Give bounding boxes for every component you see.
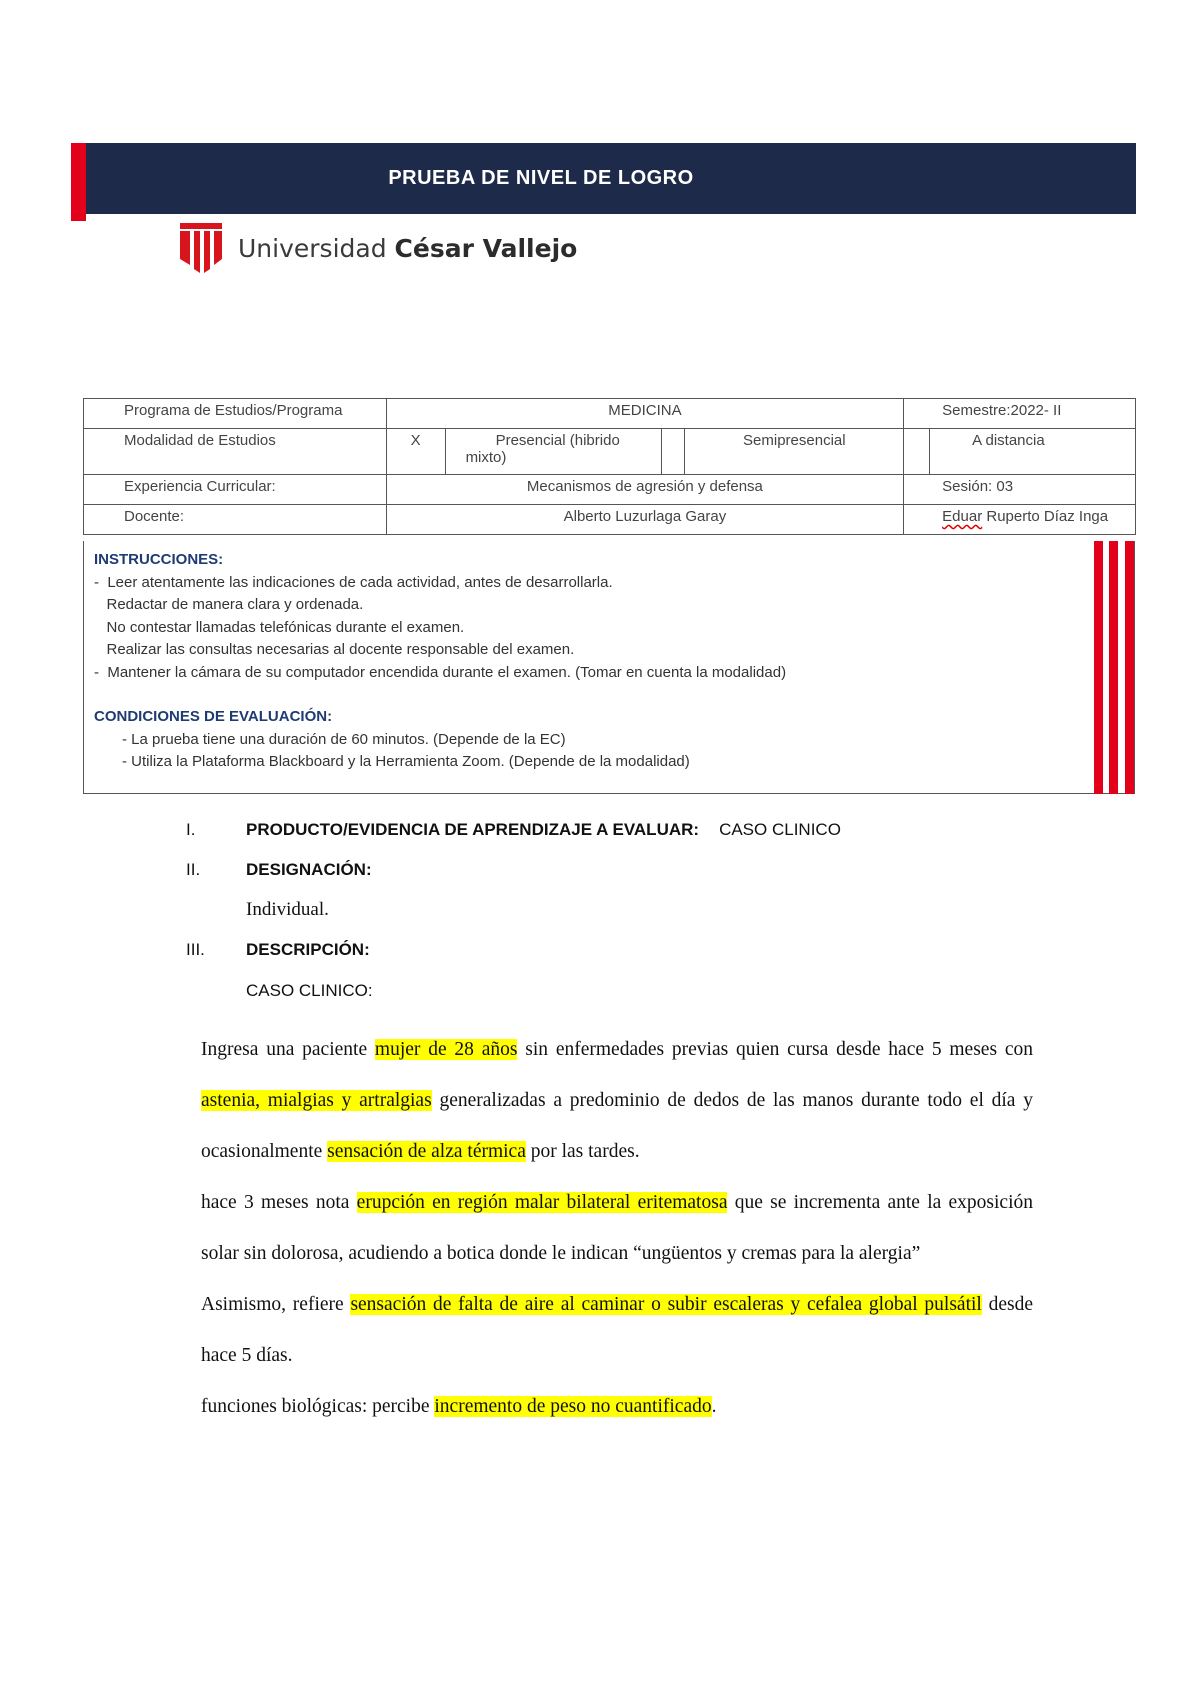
ucv-shield-logo-icon (178, 219, 224, 277)
section-3 (186, 940, 370, 960)
condition-line-1: - La prueba tiene una duración de 60 minutos. (Depende de la EC) (122, 730, 566, 748)
header-accent-bar (71, 143, 86, 221)
section-3-title: DESCRIPCIÓN: (246, 940, 370, 959)
case-p3-highlight-1: sensación de falta de aire al caminar o subir escaleras y cefalea global pulsátil (350, 1294, 982, 1315)
programa-label: Programa de Estudios/Programa (84, 399, 387, 429)
case-p2-text-2: que se incrementa ante la exposición solar sin dolorosa, acudiendo a botica donde le indican “ungüentos y cremas para la alergia” (201, 1192, 1033, 1264)
section-3-number: III. (186, 940, 205, 959)
case-paragraph-2 (201, 1177, 1033, 1279)
case-p1-highlight-3: sensación de alza térmica (327, 1141, 526, 1162)
case-p1-highlight-2: astenia, mialgias y artralgias (201, 1090, 432, 1111)
case-p1-text-2: sin enfermedades previas quien cursa desde hace 5 meses con (517, 1039, 1033, 1060)
university-name (238, 234, 577, 263)
document-title: PRUEBA DE NIVEL DE LOGRO (388, 167, 694, 189)
section-3-subtitle: CASO CLINICO: (246, 981, 373, 1000)
experiencia-label: Experiencia Curricular: (84, 475, 387, 505)
semestre-value (904, 399, 1136, 429)
instruction-line-1: - Leer atentamente las indicaciones de cada actividad, antes de desarrollarla. (94, 573, 613, 591)
experiencia-value: Mecanismos de agresión y defensa (386, 475, 904, 505)
case-paragraph-3 (201, 1279, 1033, 1381)
instruction-line-3: No contestar llamadas telefónicas durante el examen. (94, 618, 465, 636)
modalidad-distancia-text: A distancia (972, 432, 1045, 449)
red-stripe-2 (1109, 541, 1118, 794)
instructions-spacer (94, 684, 1124, 706)
instructions-box (83, 541, 1135, 794)
case-p3-text-1: Asimismo, refiere (201, 1294, 351, 1315)
modalidad-presencial-text: Presencial (hibrido mixto) (465, 432, 620, 466)
course-info-table (83, 398, 1136, 535)
section-1-title: PRODUCTO/EVIDENCIA DE APRENDIZAJE A EVALUAR: (246, 820, 700, 839)
modalidad-presencial (445, 429, 662, 475)
section-1-number: I. (186, 820, 196, 839)
semestre-text: Semestre:2022- II (942, 402, 1062, 419)
modalidad-semipresencial: Semipresencial (685, 429, 904, 475)
case-p1-text-1: Ingresa una paciente (201, 1039, 375, 1060)
table-row-experiencia (84, 475, 1136, 505)
modalidad-label: Modalidad de Estudios (84, 429, 387, 475)
case-paragraph-4 (201, 1381, 1033, 1432)
case-paragraph-1 (201, 1024, 1033, 1177)
section-1-value: CASO CLINICO (719, 820, 841, 839)
case-p4-text-2: . (711, 1396, 717, 1417)
docente-value: Alberto Luzurlaga Garay (386, 505, 904, 535)
case-p1-text-3: generalizadas a predominio de dedos de las manos durante todo el día y ocasionalmente (201, 1090, 1033, 1162)
table-row-modalidad (84, 429, 1136, 475)
instructions-title: INSTRUCCIONES: (94, 551, 224, 568)
condition-line-2: - Utiliza la Plataforma Blackboard y la Herramienta Zoom. (Depende de la modalidad) (122, 753, 690, 770)
table-row-programa (84, 399, 1136, 429)
section-2 (186, 860, 372, 880)
case-p2-text-1: hace 3 meses nota (201, 1192, 357, 1213)
university-logo (178, 218, 577, 278)
case-p4-text-1: funciones biológicas: percibe (201, 1396, 435, 1417)
sesion-value (904, 475, 1136, 505)
case-p2-highlight-1: erupción en región malar bilateral eritematosa (356, 1192, 728, 1213)
docente-extra-first-name: Eduar (942, 508, 983, 525)
table-row-docente (84, 505, 1136, 535)
case-p4-highlight-1: incremento de peso no cuantificado (434, 1396, 712, 1417)
instruction-line-4: Realizar las consultas necesarias al docente responsable del examen. (94, 641, 575, 658)
case-p1-text-4: por las tardes. (525, 1141, 640, 1162)
instruction-line-2: Redactar de manera clara y ordenada. (94, 596, 364, 613)
modalidad-checkbox-2 (904, 429, 930, 475)
red-stripe-1 (1094, 541, 1103, 794)
section-2-number: II. (186, 860, 201, 879)
section-2-value: Individual. (246, 899, 329, 920)
instruction-line-5: - Mantener la cámara de su computador encendida durante el examen. (Tomar en cuenta la modalidad) (94, 663, 787, 681)
university-name-part1: Universidad (238, 233, 395, 263)
modalidad-checkbox-1 (662, 429, 685, 475)
section-2-title: DESIGNACIÓN: (246, 860, 372, 879)
sesion-text: Sesión: 03 (942, 478, 1014, 495)
conditions-title: CONDICIONES DE EVALUACIÓN: (94, 708, 333, 725)
programa-value: MEDICINA (386, 399, 904, 429)
decorative-red-stripes (1094, 541, 1134, 794)
docente-label: Docente: (84, 505, 387, 535)
red-stripe-3 (1125, 541, 1134, 794)
section-1 (186, 820, 841, 840)
modalidad-distancia (930, 429, 1136, 475)
modalidad-mark: X (386, 429, 445, 475)
header-bar (86, 143, 1136, 214)
case-p3-text-2: desde hace 5 días. (201, 1294, 1033, 1366)
university-name-part2: César Vallejo (394, 233, 578, 263)
clinical-case-text (201, 1024, 1033, 1432)
case-p1-highlight-1: mujer de 28 años (374, 1039, 518, 1060)
docente-extra-rest: Ruperto Díaz Inga (982, 508, 1109, 525)
docente-extra (904, 505, 1136, 535)
